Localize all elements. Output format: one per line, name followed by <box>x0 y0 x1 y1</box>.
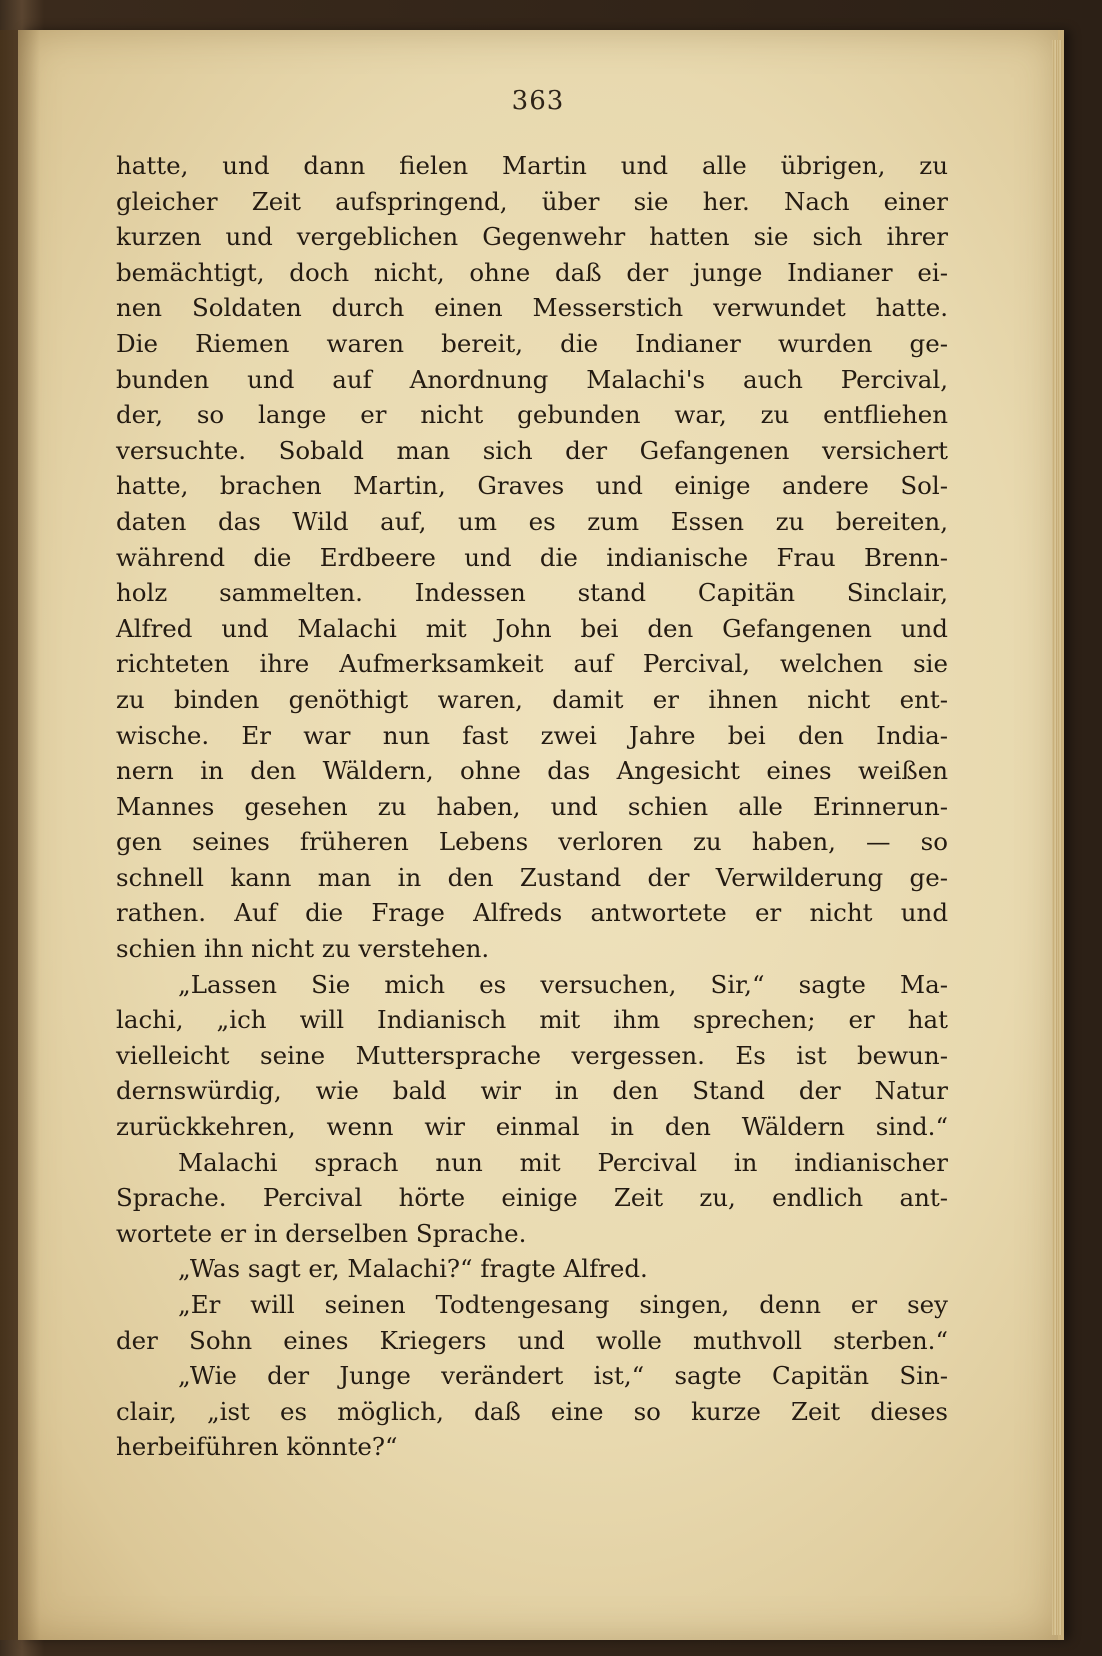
book-page <box>18 30 1064 1640</box>
text-line: rathen. Auf die Frage Alfreds antwortete er nicht und <box>116 898 948 928</box>
text-line: bunden und auf Anordnung Malachi's auch Percival, <box>116 364 948 394</box>
text-line: „Lassen Sie mich es versuchen, Sir,“ sagte Ma- <box>178 969 948 999</box>
text-line: zu binden genöthigt waren, damit er ihnen nicht ent- <box>116 684 948 714</box>
text-line: richteten ihre Aufmerksamkeit auf Percival, welchen sie <box>116 649 948 679</box>
text-line: der, so lange er nicht gebunden war, zu entfliehen <box>116 400 948 430</box>
text-line: herbeiführen könnte?“ <box>116 1432 398 1462</box>
text-line: Malachi sprach nun mit Percival in indianischer <box>178 1147 948 1177</box>
page-edge <box>1052 40 1062 1635</box>
text-line: lachi, „ich will Indianisch mit ihm sprechen; er hat <box>116 1005 948 1035</box>
text-line: wortete er in derselben Sprache. <box>116 1218 527 1248</box>
text-line: Sprache. Percival hörte einige Zeit zu, endlich ant- <box>116 1183 948 1213</box>
text-line: clair, „ist es möglich, daß eine so kurze Zeit dieses <box>116 1396 948 1426</box>
text-line: der Sohn eines Kriegers und wolle muthvoll sterben.“ <box>116 1325 948 1355</box>
text-line: „Er will seinen Todtengesang singen, denn er sey <box>178 1290 948 1319</box>
body-text <box>116 148 948 1465</box>
text-line: gleicher Zeit aufspringend, über sie her. Nach einer <box>116 186 948 216</box>
text-line: schnell kann man in den Zustand der Verwilderung ge- <box>116 862 948 892</box>
page-gutter-shadow <box>0 30 40 1640</box>
text-line: Die Riemen waren bereit, die Indianer wurden ge- <box>116 328 948 358</box>
text-line: „Was sagt er, Malachi?“ fragte Alfred. <box>178 1254 648 1284</box>
text-line: nen Soldaten durch einen Messerstich verwundet hatte. <box>116 293 948 323</box>
text-line: Mannes gesehen zu haben, und schien alle Erinnerun- <box>116 791 948 821</box>
text-line: hatte, brachen Martin, Graves und einige andere Sol- <box>116 471 948 501</box>
text-line: dernswürdig, wie bald wir in den Stand der Natur <box>116 1076 948 1106</box>
text-line: wische. Er war nun fast zwei Jahre bei den India- <box>116 720 948 750</box>
text-line: schien ihn nicht zu verstehen. <box>116 934 490 964</box>
text-line: hatte, und dann fielen Martin und alle übrigen, zu <box>116 151 948 180</box>
text-line: zurückkehren, wenn wir einmal in den Wäldern sind.“ <box>116 1112 948 1142</box>
text-line: versuchte. Sobald man sich der Gefangenen versichert <box>116 435 948 465</box>
text-line: während die Erdbeere und die indianische Frau Brenn- <box>116 542 948 572</box>
page-number: 363 <box>511 86 565 116</box>
text-line: kurzen und vergeblichen Gegenwehr hatten sie sich ihrer <box>116 222 948 252</box>
text-line: nern in den Wäldern, ohne das Angesicht eines weißen <box>116 756 948 786</box>
text-line: vielleicht seine Muttersprache vergessen. Es ist bewun- <box>116 1040 948 1070</box>
text-line: Alfred und Malachi mit John bei den Gefangenen und <box>116 613 948 643</box>
text-line: gen seines früheren Lebens verloren zu haben, — so <box>116 827 948 857</box>
text-line: bemächtigt, doch nicht, ohne daß der junge Indianer ei- <box>116 257 948 287</box>
text-line: daten das Wild auf, um es zum Essen zu bereiten, <box>116 506 948 536</box>
text-line: „Wie der Junge verändert ist,“ sagte Capitän Sin- <box>178 1361 948 1391</box>
text-line: holz sammelten. Indessen stand Capitän Sinclair, <box>116 578 948 608</box>
